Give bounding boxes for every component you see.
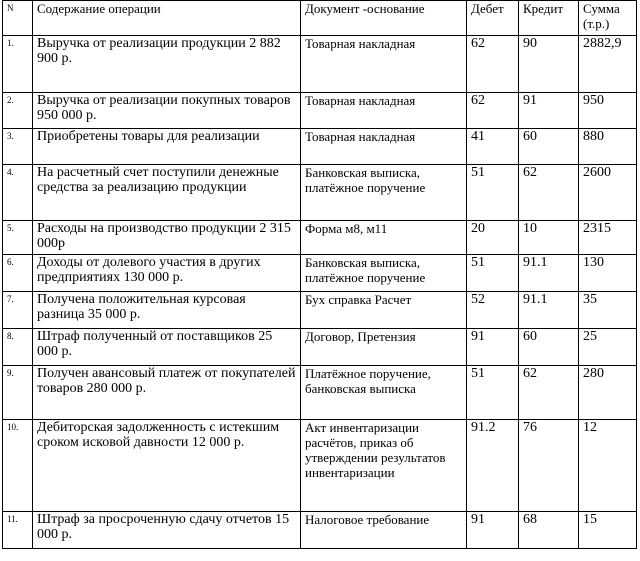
row-debit: 91 bbox=[467, 329, 519, 366]
row-debit: 51 bbox=[467, 366, 519, 420]
row-credit: 10 bbox=[519, 221, 579, 255]
header-n: N bbox=[3, 1, 33, 36]
row-number: 1. bbox=[3, 36, 33, 93]
row-debit: 51 bbox=[467, 165, 519, 221]
row-number: 5. bbox=[3, 221, 33, 255]
row-debit: 62 bbox=[467, 93, 519, 129]
table-row bbox=[3, 420, 637, 512]
row-sum: 15 bbox=[579, 512, 637, 549]
row-credit: 91.1 bbox=[519, 292, 579, 329]
row-content: Доходы от долевого участия в других предприятиях 130 000 р. bbox=[33, 255, 301, 292]
table-row bbox=[3, 329, 637, 366]
row-debit: 91 bbox=[467, 512, 519, 549]
row-document: Налоговое требование bbox=[301, 512, 467, 549]
row-credit: 76 bbox=[519, 420, 579, 512]
table-row bbox=[3, 255, 637, 292]
row-content: Получена положительная курсовая разница 35 000 р. bbox=[33, 292, 301, 329]
row-credit: 91 bbox=[519, 93, 579, 129]
header-document: Документ -основание bbox=[301, 1, 467, 36]
row-content: Получен авансовый платеж от покупателей товаров 280 000 р. bbox=[33, 366, 301, 420]
row-debit: 41 bbox=[467, 129, 519, 165]
table-row bbox=[3, 292, 637, 329]
row-content: На расчетный счет поступили денежные средства за реализацию продукции bbox=[33, 165, 301, 221]
row-credit: 62 bbox=[519, 165, 579, 221]
row-debit: 52 bbox=[467, 292, 519, 329]
row-content: Выручка от реализации покупных товаров 950 000 р. bbox=[33, 93, 301, 129]
row-sum: 25 bbox=[579, 329, 637, 366]
table-row bbox=[3, 36, 637, 93]
row-number: 6. bbox=[3, 255, 33, 292]
row-document: Бух справка Расчет bbox=[301, 292, 467, 329]
row-document: Товарная накладная bbox=[301, 36, 467, 93]
row-document: Банковская выписка, платёжное поручение bbox=[301, 255, 467, 292]
row-credit: 90 bbox=[519, 36, 579, 93]
row-number: 7. bbox=[3, 292, 33, 329]
row-debit: 51 bbox=[467, 255, 519, 292]
row-document: Товарная накладная bbox=[301, 93, 467, 129]
row-number: 11. bbox=[3, 512, 33, 549]
header-credit: Кредит bbox=[519, 1, 579, 36]
row-sum: 12 bbox=[579, 420, 637, 512]
row-sum: 280 bbox=[579, 366, 637, 420]
row-content: Приобретены товары для реализации bbox=[33, 129, 301, 165]
row-number: 10. bbox=[3, 420, 33, 512]
row-number: 2. bbox=[3, 93, 33, 129]
table-row bbox=[3, 512, 637, 549]
row-document: Форма м8, м11 bbox=[301, 221, 467, 255]
row-sum: 130 bbox=[579, 255, 637, 292]
row-credit: 60 bbox=[519, 329, 579, 366]
row-content: Выручка от реализации продукции 2 882 900 р. bbox=[33, 36, 301, 93]
table-row bbox=[3, 221, 637, 255]
header-row bbox=[3, 1, 637, 36]
row-sum: 2882,9 bbox=[579, 36, 637, 93]
row-debit: 91.2 bbox=[467, 420, 519, 512]
row-content: Дебиторская задолженность с истекшим сроком исковой давности 12 000 р. bbox=[33, 420, 301, 512]
row-document: Договор, Претензия bbox=[301, 329, 467, 366]
table-row bbox=[3, 366, 637, 420]
row-sum: 2315 bbox=[579, 221, 637, 255]
row-content: Штраф за просроченную сдачу отчетов 15 000 р. bbox=[33, 512, 301, 549]
header-debit: Дебет bbox=[467, 1, 519, 36]
row-debit: 20 bbox=[467, 221, 519, 255]
header-content: Содержание операции bbox=[33, 1, 301, 36]
row-document: Акт инвентаризации расчётов, приказ об утверждении результатов инвентаризации bbox=[301, 420, 467, 512]
row-credit: 62 bbox=[519, 366, 579, 420]
row-debit: 62 bbox=[467, 36, 519, 93]
row-credit: 68 bbox=[519, 512, 579, 549]
table-row bbox=[3, 93, 637, 129]
row-number: 8. bbox=[3, 329, 33, 366]
row-document: Товарная накладная bbox=[301, 129, 467, 165]
table-row bbox=[3, 165, 637, 221]
row-content: Штраф полученный от поставщиков 25 000 р. bbox=[33, 329, 301, 366]
row-credit: 91.1 bbox=[519, 255, 579, 292]
row-document: Банковская выписка, платёжное поручение bbox=[301, 165, 467, 221]
row-credit: 60 bbox=[519, 129, 579, 165]
table-row bbox=[3, 129, 637, 165]
row-number: 4. bbox=[3, 165, 33, 221]
row-number: 9. bbox=[3, 366, 33, 420]
header-sum: Сумма (т.р.) bbox=[579, 1, 637, 36]
row-content: Расходы на производство продукции 2 315 000р bbox=[33, 221, 301, 255]
row-number: 3. bbox=[3, 129, 33, 165]
row-sum: 35 bbox=[579, 292, 637, 329]
row-sum: 880 bbox=[579, 129, 637, 165]
operations-table bbox=[2, 0, 637, 549]
row-sum: 950 bbox=[579, 93, 637, 129]
row-sum: 2600 bbox=[579, 165, 637, 221]
row-document: Платёжное поручение, банковская выписка bbox=[301, 366, 467, 420]
